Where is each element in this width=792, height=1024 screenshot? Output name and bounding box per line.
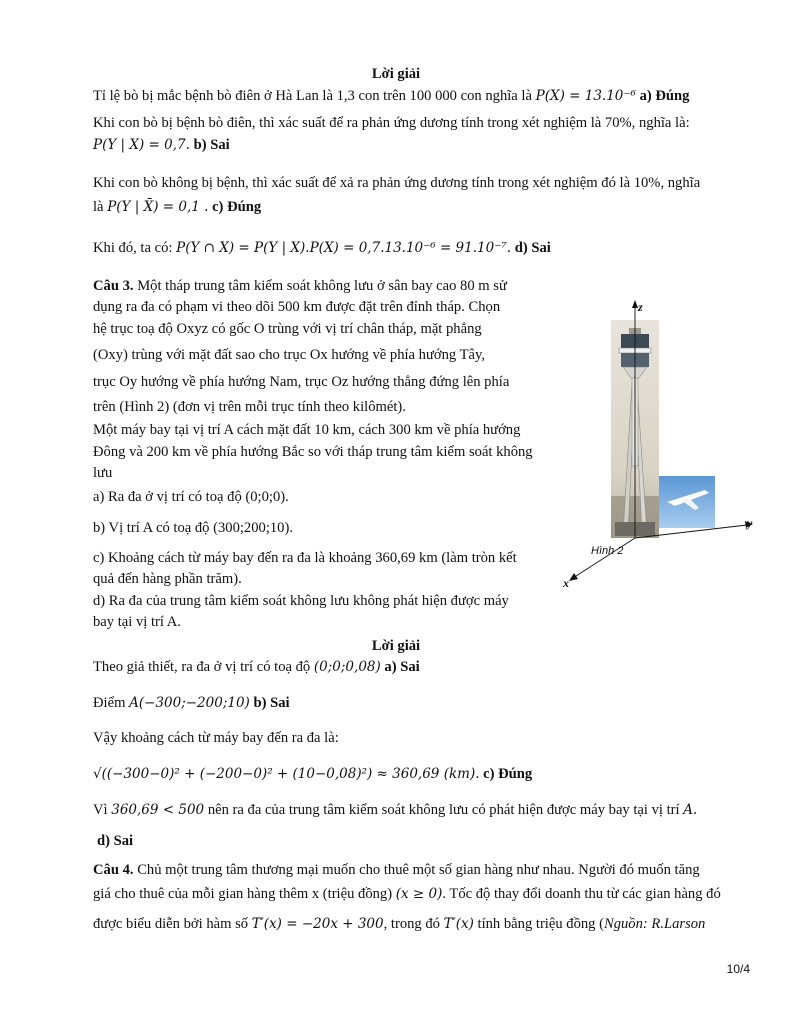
q4-line-2: giá cho thuê của mỗi gian hàng thêm x (triệu đồng) (x ≥ 0). Tốc độ thay đổi doanh thu từ các gian hàng đó [93, 886, 721, 902]
q3-line-3: hệ trục toạ độ Oxyz có gốc O trùng với vị trí chân tháp, mặt phẳng [93, 321, 482, 337]
axis-x-arrow [569, 573, 578, 581]
axis-y-label: y [747, 516, 753, 530]
sol3-line-6: d) Sai [97, 833, 134, 849]
sol2-line-3: P(Y | X) = 0,7. b) Sai [93, 137, 230, 153]
q4-line-3: được biểu diễn bởi hàm số T′(x) = −20x + 300, trong đó T′(x) tính bằng triệu đồng (Nguồn: R.Larson [93, 916, 706, 932]
sol2-line-2: Khi con bò bị bệnh bò điên, thì xác suất để ra phản ứng dương tính trong xét nghiệm là 70%, nghĩa là: [93, 115, 690, 131]
q3-option-d-1: d) Ra đa của trung tâm kiểm soát không lưu không phát hiện được máy [93, 593, 509, 609]
sol3-line-1: Theo giả thiết, ra đa ở vị trí có toạ độ (0;0;0,08) a) Sai [93, 659, 420, 675]
q3-option-d-2: bay tại vị trí A. [93, 614, 181, 630]
axis-x-label: x [563, 576, 569, 590]
q3-line-1: Câu 3. Một tháp trung tâm kiểm soát không lưu ở sân bay cao 80 m sử [93, 278, 507, 294]
sol3-line-2: Điểm A(−300;−200;10) b) Sai [93, 695, 290, 711]
axis-z-label: z [638, 300, 643, 314]
figure-tower [553, 296, 761, 596]
sol3-line-5: Vì 360,69 < 500 nên ra đa của trung tâm kiểm soát không lưu có phát hiện được máy bay tại vị trí A. [93, 802, 698, 818]
figure-caption: Hình 2 [591, 545, 624, 557]
q3-line-7: Một máy bay tại vị trí A cách mặt đất 10 km, cách 300 km về phía hướng [93, 422, 521, 438]
q3-option-b: b) Vị trí A có toạ độ (300;200;10). [93, 520, 293, 536]
q3-option-c-1: c) Khoảng cách từ máy bay đến ra đa là khoảng 360,69 km (làm tròn kết [93, 550, 517, 566]
q4-line-1: Câu 4. Chủ một trung tâm thương mại muốn cho thuê một số gian hàng như nhau. Người đó muốn tăng [93, 862, 700, 878]
q3-option-a: a) Ra đa ở vị trí có toạ độ (0;0;0). [93, 489, 289, 505]
solution-heading-2: Lời giải [371, 638, 421, 654]
sol2-line-5: là P(Y | X̄) = 0,1 . c) Đúng [93, 199, 262, 215]
q3-line-6: trên (Hình 2) (đơn vị trên mỗi trục tính theo kilômét). [93, 399, 406, 415]
axis-x-line [573, 538, 635, 578]
q3-line-4: (Oxy) trùng với mặt đất sao cho trục Ox hướng về phía hướng Tây, [93, 347, 485, 363]
q3-line-9: lưu [93, 465, 113, 481]
q3-option-c-2: quả đến hàng phần trăm). [93, 571, 242, 587]
sol3-line-3: Vậy khoảng cách từ máy bay đến ra đa là: [93, 730, 339, 746]
sol2-line-4: Khi con bò không bị bệnh, thì xác suất để xả ra phản ứng dương tính trong xét nghiệm đó là 10%, nghĩa [93, 175, 701, 191]
sol3-line-4: √((−300−0)² + (−200−0)² + (10−0,08)²) ≈ 360,69 (km). c) Đúng [93, 766, 533, 782]
q3-line-8: Đông và 200 km về phía hướng Bắc so với tháp trung tâm kiểm soát không [93, 444, 533, 460]
q3-line-2: dụng ra đa có phạm vi theo dõi 500 km được đặt trên đỉnh tháp. Chọn [93, 299, 501, 315]
sol2-line-6: Khi đó, ta có: P(Y ∩ X) = P(Y | X).P(X) = 0,7.13.10⁻⁶ = 91.10⁻⁷. d) Sai [93, 240, 551, 256]
tower-diagram [553, 296, 761, 596]
sol2-line-1: Tỉ lệ bò bị mắc bệnh bò điên ở Hà Lan là 1,3 con trên 100 000 con nghĩa là P(X) = 13.10⁻⁶ a) Đúng [93, 88, 690, 104]
q3-line-5: trục Oy hướng về phía hướng Nam, trục Oz hướng thẳng đứng lên phía [93, 374, 510, 390]
solution-heading: Lời giải [371, 66, 421, 82]
page-number: 10/4 [726, 962, 750, 976]
